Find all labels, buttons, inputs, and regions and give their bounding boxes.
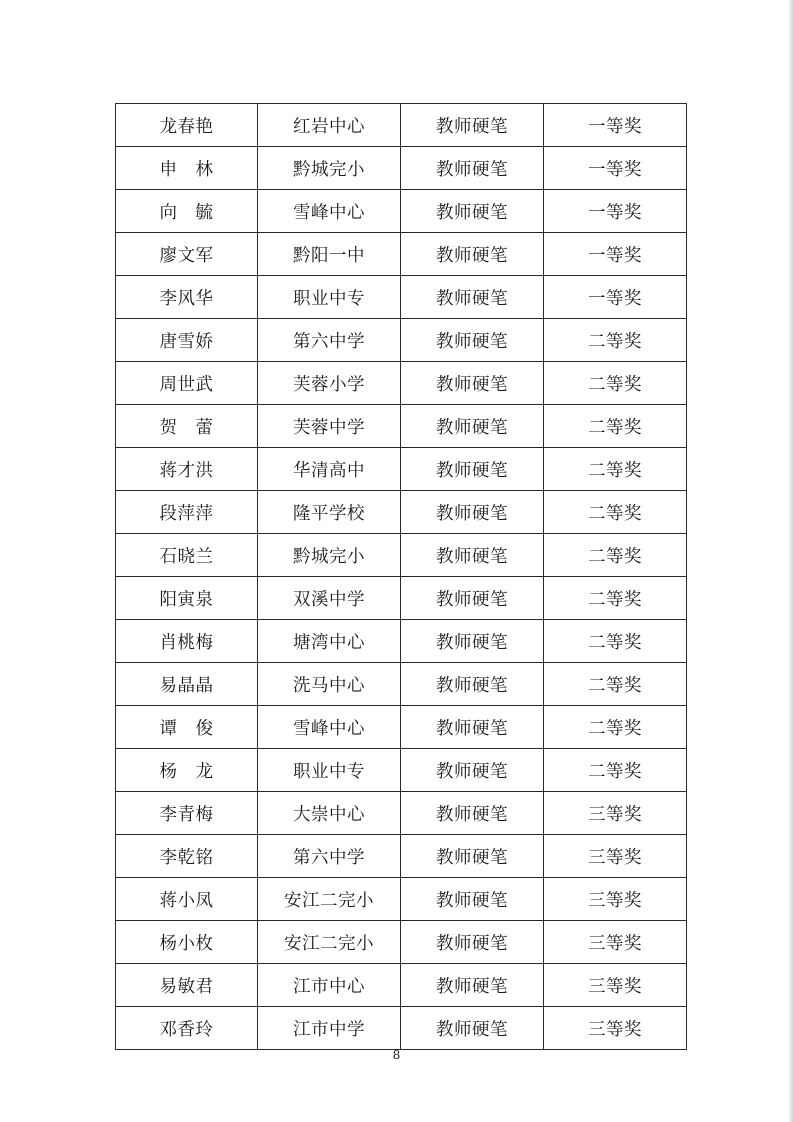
table-row [116,405,687,448]
school-cell: 江市中心 [258,964,401,1007]
name-cell: 蒋才洪 [116,448,258,491]
school-cell: 黔城完小 [258,147,401,190]
name-cell: 段萍萍 [116,491,258,534]
award-table-body [116,104,687,1050]
category-cell: 教师硬笔 [401,1007,544,1050]
table-row [116,104,687,147]
award-cell: 二等奖 [544,491,687,534]
category-cell: 教师硬笔 [401,190,544,233]
school-cell: 隆平学校 [258,491,401,534]
name-cell: 唐雪娇 [116,319,258,362]
award-table [115,103,687,1050]
category-cell: 教师硬笔 [401,147,544,190]
award-cell: 一等奖 [544,104,687,147]
table-row [116,749,687,792]
award-cell: 三等奖 [544,964,687,1007]
table-row [116,620,687,663]
school-cell: 职业中专 [258,749,401,792]
school-cell: 江市中学 [258,1007,401,1050]
name-cell: 李风华 [116,276,258,319]
name-cell: 周世武 [116,362,258,405]
award-cell: 一等奖 [544,233,687,276]
name-cell: 廖文军 [116,233,258,276]
name-cell: 易敏君 [116,964,258,1007]
category-cell: 教师硬笔 [401,448,544,491]
category-cell: 教师硬笔 [401,835,544,878]
page-edge-shadow [789,0,793,1122]
award-cell: 三等奖 [544,878,687,921]
school-cell: 洗马中心 [258,663,401,706]
category-cell: 教师硬笔 [401,233,544,276]
award-cell: 二等奖 [544,405,687,448]
table-row [116,147,687,190]
award-cell: 二等奖 [544,663,687,706]
table-row [116,233,687,276]
name-cell: 李青梅 [116,792,258,835]
school-cell: 芙蓉小学 [258,362,401,405]
category-cell: 教师硬笔 [401,534,544,577]
school-cell: 塘湾中心 [258,620,401,663]
category-cell: 教师硬笔 [401,405,544,448]
award-cell: 一等奖 [544,276,687,319]
name-cell: 向 毓 [116,190,258,233]
page-number: 8 [392,1048,401,1062]
school-cell: 红岩中心 [258,104,401,147]
school-cell: 芙蓉中学 [258,405,401,448]
award-cell: 三等奖 [544,921,687,964]
table-row [116,792,687,835]
school-cell: 职业中专 [258,276,401,319]
award-cell: 二等奖 [544,319,687,362]
name-cell: 贺 蕾 [116,405,258,448]
category-cell: 教师硬笔 [401,620,544,663]
school-cell: 黔阳一中 [258,233,401,276]
category-cell: 教师硬笔 [401,964,544,1007]
school-cell: 安江二完小 [258,878,401,921]
name-cell: 阳寅泉 [116,577,258,620]
table-row [116,276,687,319]
table-row [116,835,687,878]
award-cell: 二等奖 [544,620,687,663]
name-cell: 李乾铭 [116,835,258,878]
table-row [116,491,687,534]
table-row [116,878,687,921]
category-cell: 教师硬笔 [401,663,544,706]
category-cell: 教师硬笔 [401,706,544,749]
category-cell: 教师硬笔 [401,491,544,534]
table-row [116,577,687,620]
award-cell: 三等奖 [544,835,687,878]
school-cell: 雪峰中心 [258,190,401,233]
table-row [116,663,687,706]
name-cell: 蒋小凤 [116,878,258,921]
school-cell: 第六中学 [258,319,401,362]
name-cell: 申 林 [116,147,258,190]
category-cell: 教师硬笔 [401,577,544,620]
category-cell: 教师硬笔 [401,878,544,921]
school-cell: 黔城完小 [258,534,401,577]
category-cell: 教师硬笔 [401,104,544,147]
award-cell: 二等奖 [544,706,687,749]
award-cell: 一等奖 [544,190,687,233]
name-cell: 杨 龙 [116,749,258,792]
school-cell: 雪峰中心 [258,706,401,749]
table-row [116,534,687,577]
name-cell: 谭 俊 [116,706,258,749]
category-cell: 教师硬笔 [401,749,544,792]
award-cell: 二等奖 [544,577,687,620]
table-row [116,921,687,964]
award-cell: 二等奖 [544,534,687,577]
category-cell: 教师硬笔 [401,276,544,319]
table-row [116,1007,687,1050]
table-row [116,448,687,491]
award-cell: 三等奖 [544,792,687,835]
award-cell: 二等奖 [544,362,687,405]
name-cell: 石晓兰 [116,534,258,577]
table-row [116,964,687,1007]
category-cell: 教师硬笔 [401,921,544,964]
name-cell: 杨小枚 [116,921,258,964]
category-cell: 教师硬笔 [401,362,544,405]
table-row [116,362,687,405]
award-cell: 一等奖 [544,147,687,190]
school-cell: 安江二完小 [258,921,401,964]
table-row [116,319,687,362]
name-cell: 龙春艳 [116,104,258,147]
award-cell: 三等奖 [544,1007,687,1050]
table-row [116,190,687,233]
category-cell: 教师硬笔 [401,792,544,835]
school-cell: 第六中学 [258,835,401,878]
award-cell: 二等奖 [544,448,687,491]
name-cell: 易晶晶 [116,663,258,706]
school-cell: 双溪中学 [258,577,401,620]
award-cell: 二等奖 [544,749,687,792]
category-cell: 教师硬笔 [401,319,544,362]
school-cell: 大崇中心 [258,792,401,835]
name-cell: 邓香玲 [116,1007,258,1050]
name-cell: 肖桃梅 [116,620,258,663]
school-cell: 华清高中 [258,448,401,491]
table-row [116,706,687,749]
